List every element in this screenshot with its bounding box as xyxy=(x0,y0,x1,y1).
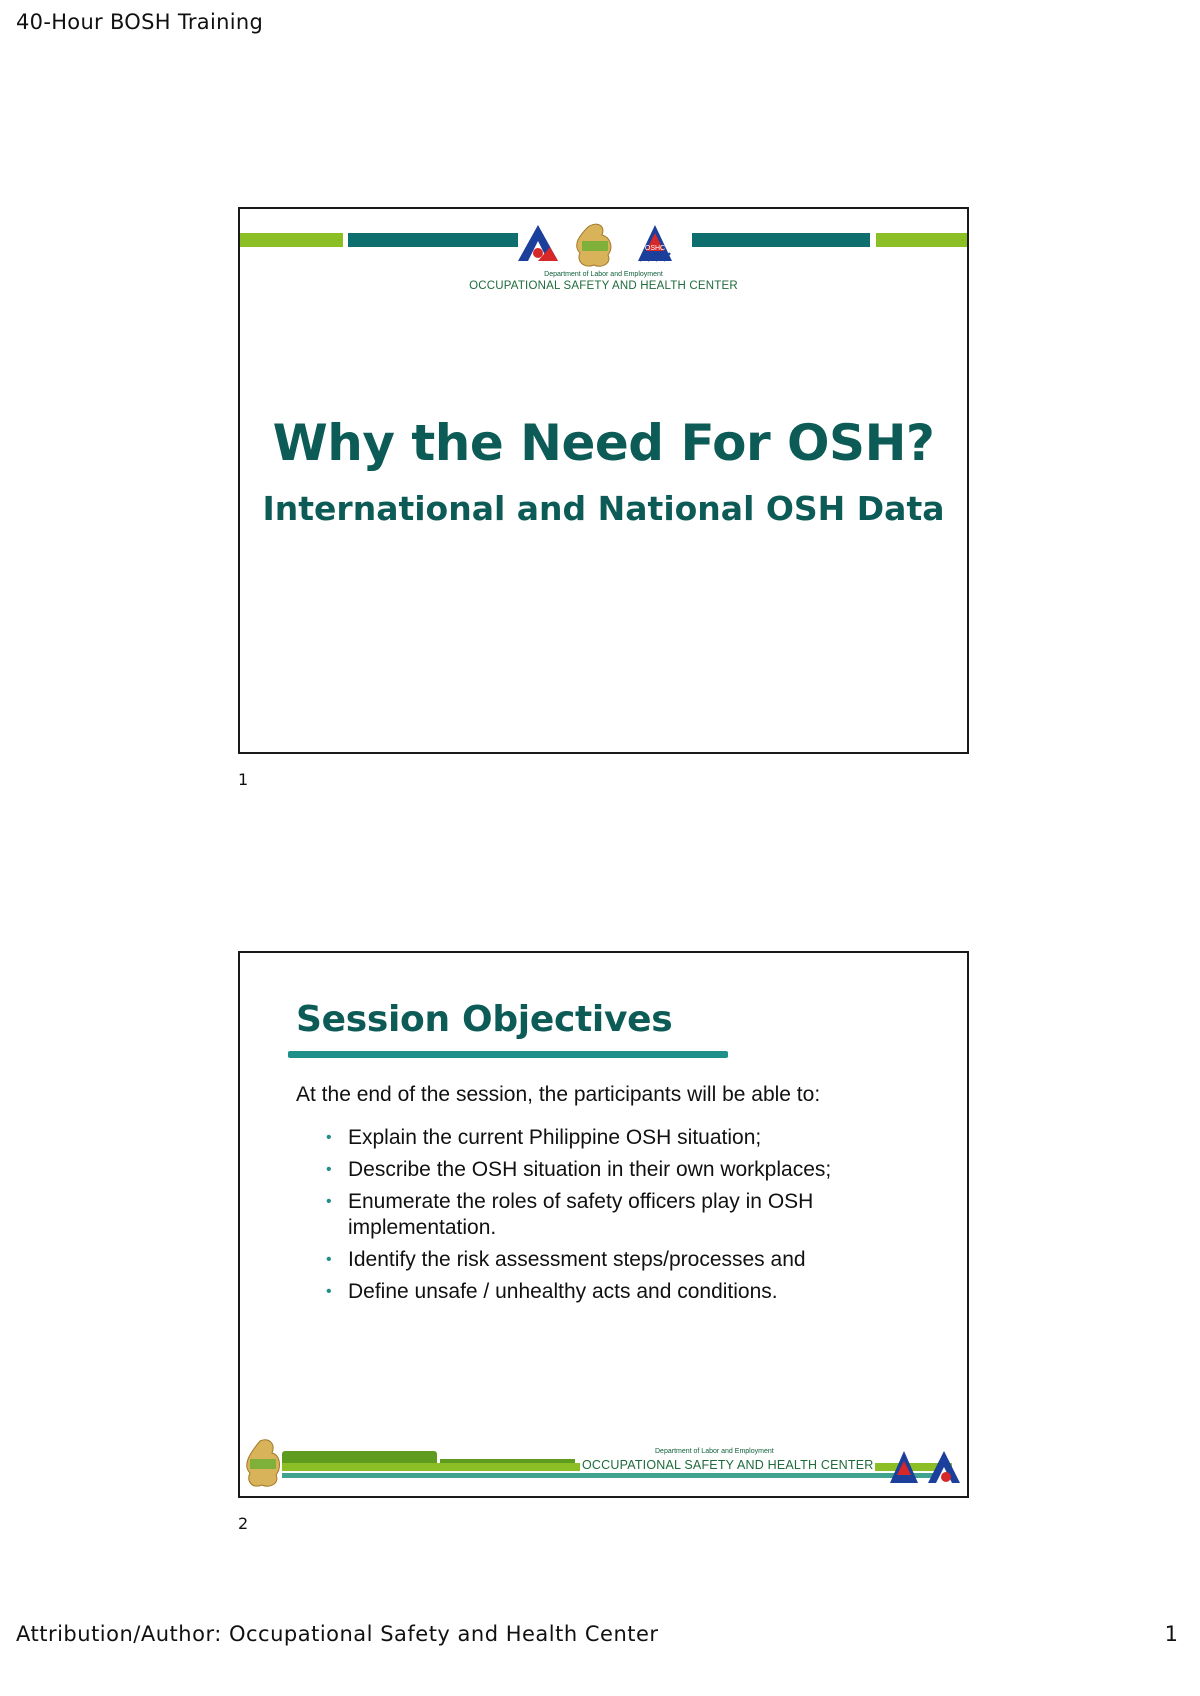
list-item: • Identify the risk assessment steps/processes and xyxy=(326,1248,806,1271)
dept-label: Department of Labor and Employment xyxy=(655,1448,774,1455)
dole-logo-icon xyxy=(518,225,558,261)
list-item: • Enumerate the roles of safety officers play in OSH implementation. xyxy=(326,1190,814,1239)
svg-text:OSHC: OSHC xyxy=(644,245,666,252)
agency-logos xyxy=(510,219,710,271)
center-label: OCCUPATIONAL SAFETY AND HEALTH CENTER xyxy=(582,1458,874,1472)
center-label: OCCUPATIONAL SAFETY AND HEALTH CENTER xyxy=(469,280,738,292)
slide-title: Why the Need For OSH? xyxy=(272,414,935,472)
bwc-map-logo-icon xyxy=(577,224,611,266)
list-item: • Explain the current Philippine OSH situation; xyxy=(326,1126,762,1149)
banner-teal-right xyxy=(692,233,870,247)
bullet-icon: • xyxy=(326,1193,332,1210)
slide-number: 1 xyxy=(238,770,249,789)
banner-green-right xyxy=(876,233,969,247)
title-underline xyxy=(288,1051,728,1058)
objectives-list xyxy=(326,1125,886,1311)
list-item: • Describe the OSH situation in their own workplaces; xyxy=(326,1158,832,1181)
list-item: • Define unsafe / unhealthy acts and conditions. xyxy=(326,1280,778,1303)
slide-number: 2 xyxy=(238,1514,249,1533)
bullet-icon: • xyxy=(326,1283,332,1300)
footer-teal-bar xyxy=(282,1473,952,1478)
agency-logos-footer xyxy=(888,1447,968,1487)
banner-green-left xyxy=(240,233,343,247)
slide-1 xyxy=(238,207,969,754)
oshc-logo-icon xyxy=(890,1451,918,1483)
attribution: Attribution/Author: Occupational Safety and Health Center xyxy=(16,1622,659,1646)
banner-teal-left xyxy=(348,233,518,247)
page-header: 40-Hour BOSH Training xyxy=(16,10,264,34)
bullet-icon: • xyxy=(326,1251,332,1268)
slide-title: Session Objectives xyxy=(296,999,673,1040)
bullet-icon: • xyxy=(326,1161,332,1178)
slide-subtitle: International and National OSH Data xyxy=(262,489,945,528)
intro-text: At the end of the session, the participants will be able to: xyxy=(296,1083,821,1106)
bullet-icon: • xyxy=(326,1129,332,1146)
slide-2 xyxy=(238,951,969,1498)
dole-logo-icon xyxy=(928,1451,960,1483)
page-number: 1 xyxy=(1164,1622,1178,1646)
dept-label: Department of Labor and Employment xyxy=(544,271,663,278)
footer-accent-block xyxy=(282,1451,437,1463)
bwc-map-logo-icon xyxy=(242,1437,284,1491)
oshc-logo-icon xyxy=(638,225,672,261)
